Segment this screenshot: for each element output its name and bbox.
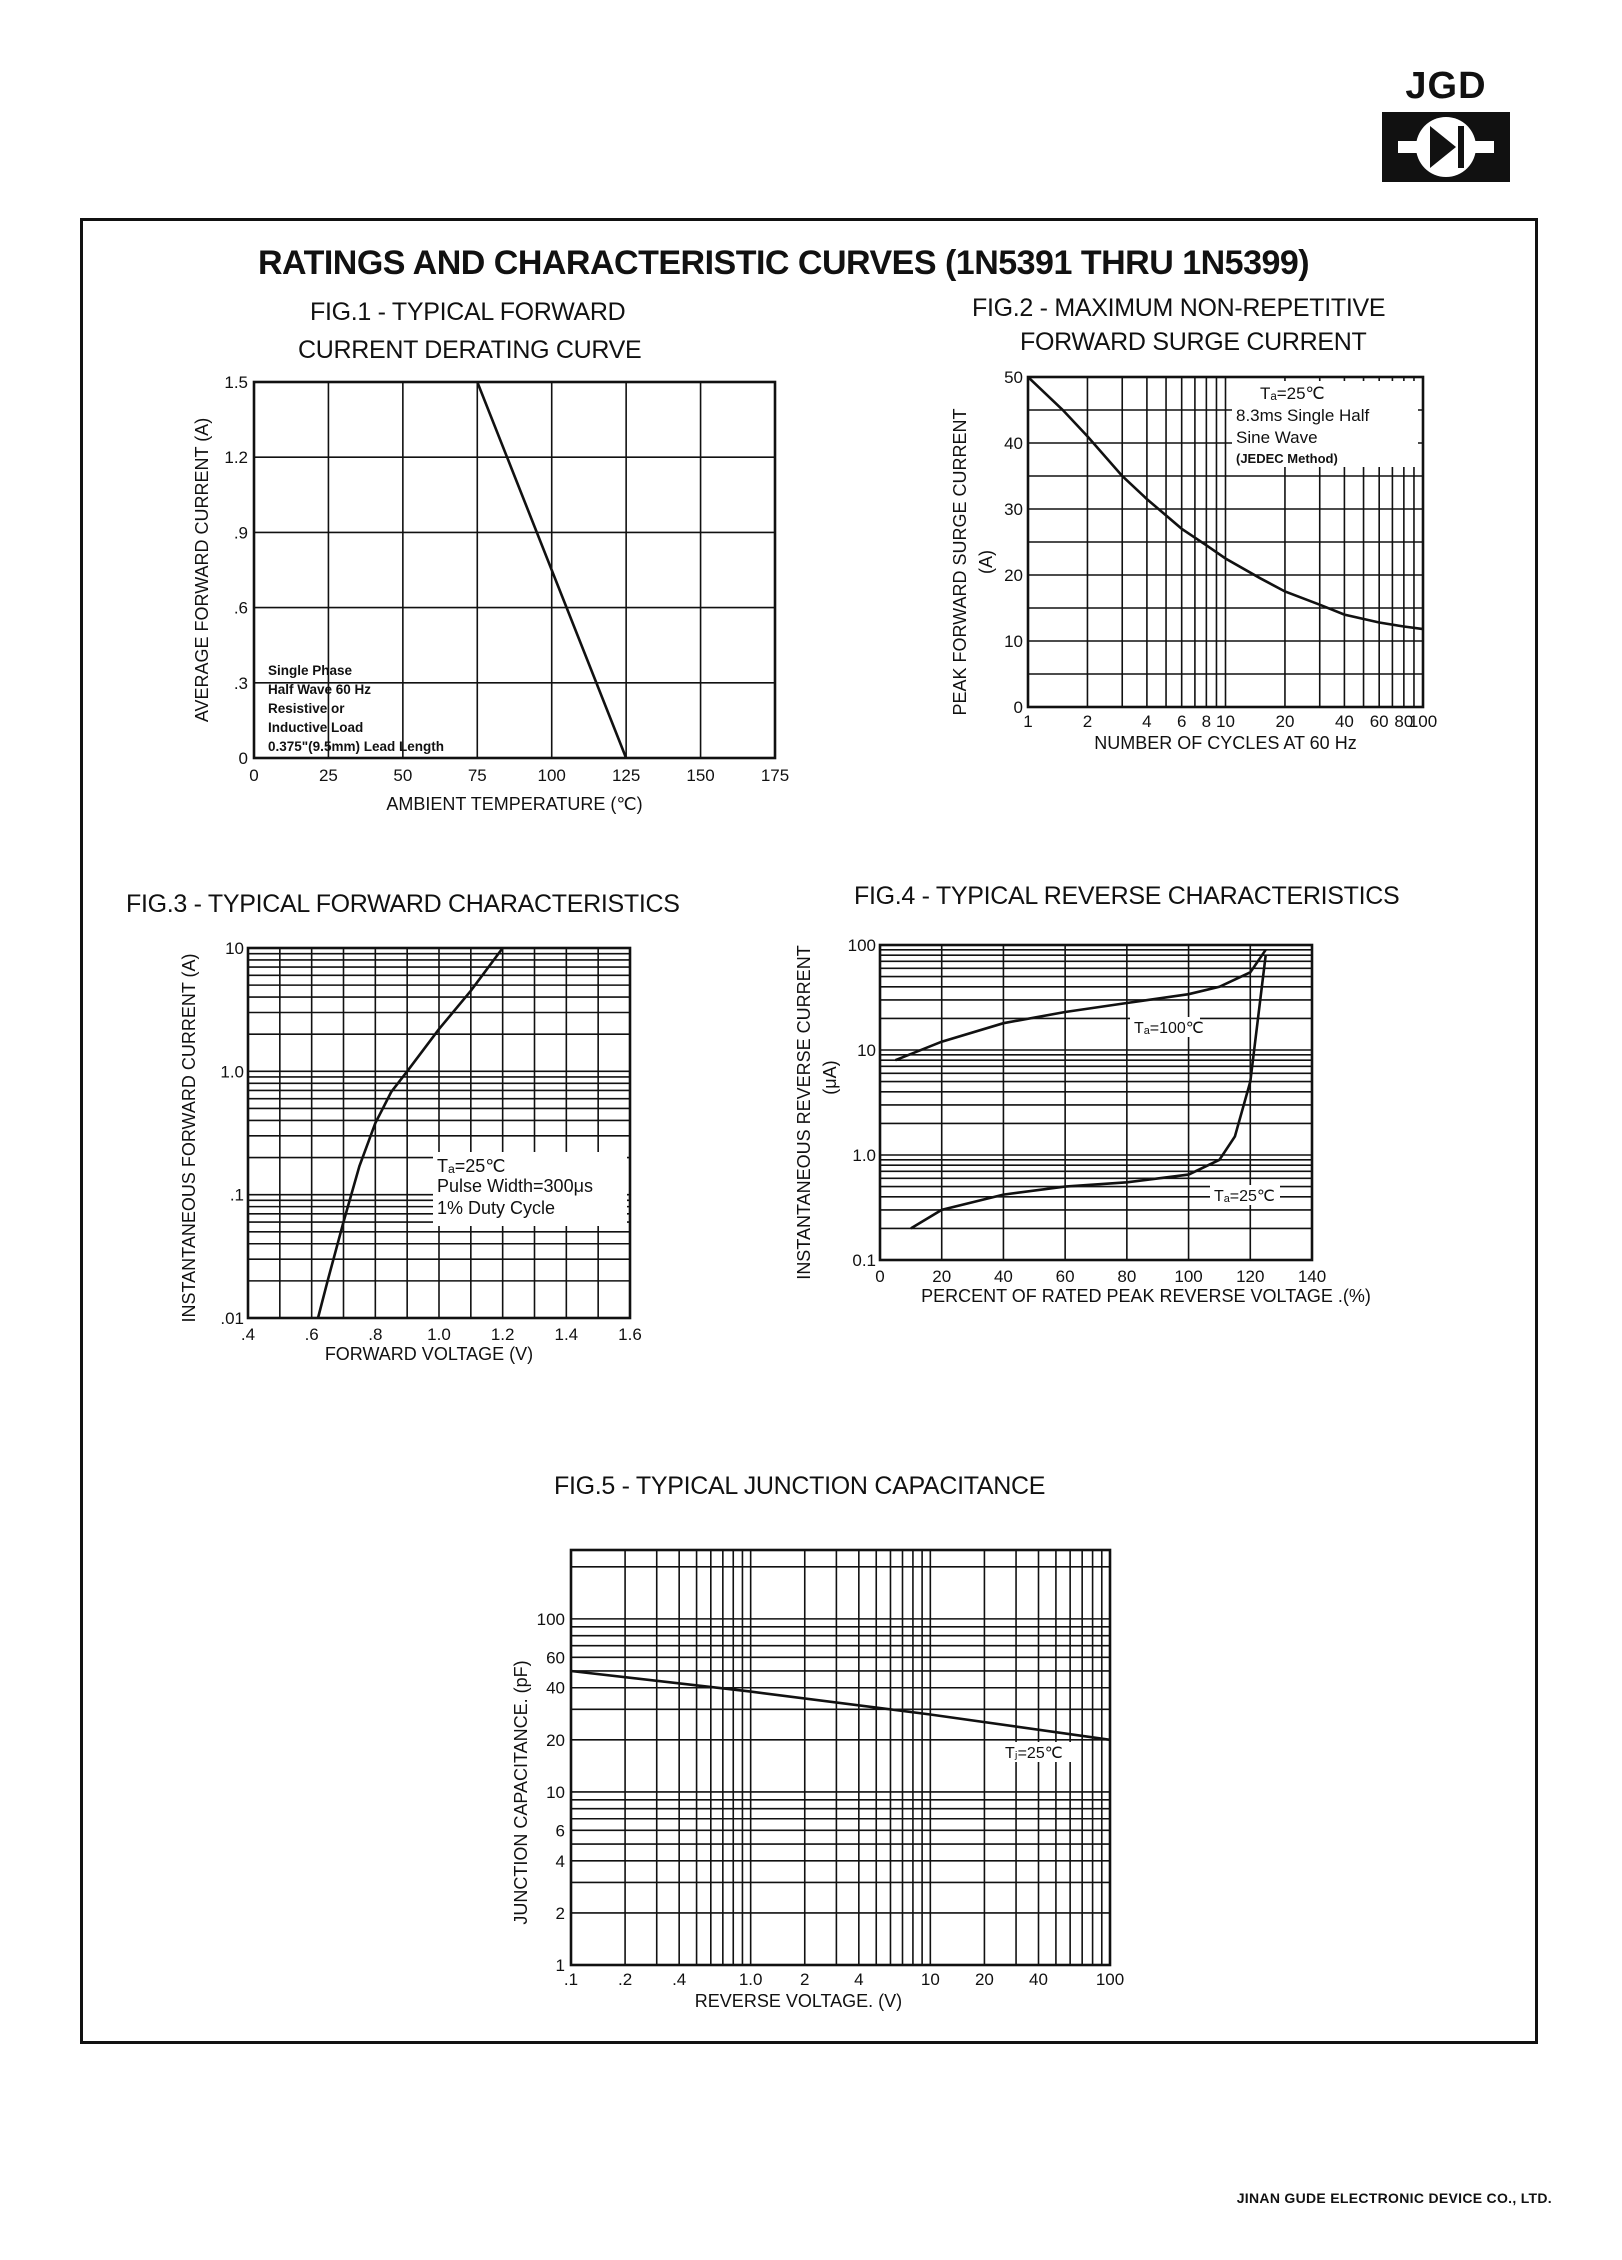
fig4-xtick-label: 80 <box>1117 1267 1137 1286</box>
fig4-title: FIG.4 - TYPICAL REVERSE CHARACTERISTICS <box>854 882 1400 910</box>
fig2-xlabel: NUMBER OF CYCLES AT 60 Hz <box>1094 733 1357 753</box>
fig3-annotation: Pulse Width=300μs <box>437 1176 593 1196</box>
fig3-title: FIG.3 - TYPICAL FORWARD CHARACTERISTICS <box>126 890 680 918</box>
fig2-xtick-label: 10 <box>1216 712 1235 731</box>
fig2-title-line1: FIG.2 - MAXIMUM NON-REPETITIVE <box>972 294 1386 322</box>
fig1-xtick-label: 0 <box>249 766 259 785</box>
fig2-xtick-label: 6 <box>1176 712 1187 731</box>
fig5-xtick-label: 20 <box>974 1970 994 1989</box>
fig4-frame <box>880 945 1312 1260</box>
logo-text: JGD <box>1405 65 1487 107</box>
fig5-title: FIG.5 - TYPICAL JUNCTION CAPACITANCE <box>554 1472 1046 1500</box>
fig2-ylabel: PEAK FORWARD SURGE CURRENT <box>950 408 970 716</box>
fig1-ytick-label: .3 <box>233 673 248 693</box>
fig2-annotation: (JEDEC Method) <box>1236 451 1338 466</box>
fig1-xtick-label: 100 <box>537 766 566 785</box>
fig4-xtick-label: 20 <box>932 1267 952 1286</box>
fig4-chart <box>790 915 1470 1335</box>
fig1-xtick-label: 50 <box>393 766 413 785</box>
fig4-xtick-label: 40 <box>993 1267 1013 1286</box>
fig1-ytick-label: 0 <box>238 749 248 768</box>
fig3-ytick-label: .01 <box>220 1309 244 1328</box>
fig5-xtick-label: 100 <box>1095 1970 1125 1989</box>
fig1-ytick-label: .9 <box>233 523 248 543</box>
fig5-ytick-label: 6 <box>555 1821 565 1841</box>
fig4-ylabel: INSTANTANEOUS REVERSE CURRENT <box>794 945 814 1280</box>
fig3-ytick-label: .1 <box>229 1185 244 1205</box>
fig1-xtick-label: 75 <box>467 766 487 785</box>
fig4-reverse-curve-100c <box>895 950 1265 1060</box>
diode-logo-icon <box>1378 66 1514 186</box>
fig4-xtick-label: 140 <box>1297 1267 1327 1286</box>
fig3-annotation: Tₐ=25℃ <box>437 1156 506 1176</box>
fig2-chart <box>940 355 1480 765</box>
fig4-xtick-label: 60 <box>1055 1267 1075 1286</box>
fig5-annotation: Tⱼ=25℃ <box>1005 1745 1063 1762</box>
fig4-xtick-label: 0 <box>875 1267 885 1286</box>
fig5-xtick-label: 10 <box>920 1970 940 1989</box>
fig1-annotation: Resistive or <box>268 701 345 716</box>
fig5-ytick-label: 1 <box>555 1956 565 1975</box>
fig5-ytick-label: 2 <box>555 1903 565 1923</box>
fig5-ytick-label: 20 <box>546 1730 565 1750</box>
fig1-ytick-label: 1.2 <box>224 448 248 468</box>
fig2-annotation: Tₐ=25℃ <box>1260 384 1325 403</box>
fig3-xtick-label: 1.2 <box>490 1325 515 1344</box>
fig2-xtick-label: 8 <box>1201 712 1212 731</box>
fig1-xtick-label: 125 <box>611 766 641 785</box>
fig1-ylabel: AVERAGE FORWARD CURRENT (A) <box>192 417 212 723</box>
fig2-xtick-label: 4 <box>1142 712 1152 731</box>
fig5-xtick-label: 2 <box>800 1970 810 1989</box>
fig2-ytick-label: 30 <box>1004 500 1023 519</box>
fig2-xtick-label: 60 <box>1369 712 1389 731</box>
fig5-ytick-label: 40 <box>546 1678 565 1698</box>
fig4-annotation-100c: Tₐ=100℃ <box>1134 1020 1204 1037</box>
fig2-xtick-label: 2 <box>1082 712 1093 731</box>
fig1-ytick-label: 1.5 <box>224 373 248 392</box>
fig5-xtick-label: .4 <box>672 1970 687 1989</box>
fig4-xtick-label: 120 <box>1236 1267 1265 1286</box>
fig2-ylabel-unit: (A) <box>976 550 996 574</box>
fig5-ylabel: JUNCTION CAPACITANCE. (pF) <box>511 1660 531 1925</box>
fig1-title-line2: CURRENT DERATING CURVE <box>298 336 642 364</box>
fig3-xtick-label: .4 <box>240 1325 256 1344</box>
fig1-annotation: Inductive Load <box>268 720 364 735</box>
fig3-xlabel: FORWARD VOLTAGE (V) <box>324 1344 534 1364</box>
fig4-ytick-label: 0.1 <box>852 1251 876 1270</box>
fig2-xtick-label: 40 <box>1334 712 1354 731</box>
fig4-ylabel-unit: (μA) <box>820 1060 840 1095</box>
fig1-annotation: Half Wave 60 Hz <box>268 682 372 697</box>
fig2-xtick-label: 80 <box>1394 712 1414 731</box>
fig1-xtick-label: 25 <box>318 766 338 785</box>
fig4-xlabel: PERCENT OF RATED PEAK REVERSE VOLTAGE .(%) <box>921 1286 1371 1306</box>
fig2-ytick-label: 0 <box>1013 698 1023 717</box>
fig2-annotation: Sine Wave <box>1236 428 1318 447</box>
fig3-xtick-label: .8 <box>368 1325 383 1344</box>
fig3-xtick-label: 1.6 <box>618 1325 642 1344</box>
fig5-chart <box>505 1530 1155 2030</box>
fig3-xtick-label: 1.4 <box>554 1325 579 1344</box>
fig2-ytick-label: 40 <box>1004 434 1023 453</box>
fig3-ytick-label: 10 <box>225 939 244 958</box>
fig5-xtick-label: 40 <box>1029 1970 1048 1989</box>
fig1-xlabel: AMBIENT TEMPERATURE (℃) <box>386 794 643 814</box>
fig1-chart <box>170 360 820 820</box>
fig5-xtick-label: .2 <box>617 1970 633 1989</box>
company-logo <box>1378 66 1514 186</box>
fig5-xlabel: REVERSE VOLTAGE. (V) <box>694 1991 903 2011</box>
fig1-annotation: 0.375"(9.5mm) Lead Length <box>268 739 444 754</box>
fig2-title-line2: FORWARD SURGE CURRENT <box>1020 328 1367 356</box>
fig3-xtick-label: .6 <box>304 1325 319 1344</box>
fig2-ytick-label: 10 <box>1004 632 1023 651</box>
fig1-xtick-label: 150 <box>686 766 715 785</box>
fig2-annotation: 8.3ms Single Half <box>1236 406 1370 425</box>
fig3-chart <box>175 920 675 1380</box>
fig4-annotation-25c: Tₐ=25℃ <box>1214 1188 1275 1205</box>
fig4-ytick-label: 10 <box>857 1041 876 1060</box>
fig5-ytick-label: 60 <box>546 1648 565 1668</box>
fig3-forward-curve <box>318 948 506 1318</box>
fig4-ytick-label: 1.0 <box>852 1146 876 1165</box>
fig3-annotation: 1% Duty Cycle <box>437 1198 556 1218</box>
fig4-ytick-label: 100 <box>847 936 876 955</box>
fig2-xtick-label: 100 <box>1408 712 1438 731</box>
fig1-title-line1: FIG.1 - TYPICAL FORWARD <box>310 298 626 326</box>
fig1-ytick-label: .6 <box>233 598 248 618</box>
fig3-ytick-label: 1.0 <box>220 1062 244 1082</box>
fig5-ytick-label: 4 <box>555 1851 565 1871</box>
fig5-ytick-label: 10 <box>546 1782 565 1802</box>
fig1-annotation: Single Phase <box>268 663 353 678</box>
fig2-xtick-label: 20 <box>1275 712 1295 731</box>
page-title: RATINGS AND CHARACTERISTIC CURVES (1N5391 THRU 1N5399) <box>258 244 1310 282</box>
company-footer: JINAN GUDE ELECTRONIC DEVICE CO., LTD. <box>1236 2190 1552 2206</box>
fig2-xtick-label: 1 <box>1023 712 1033 731</box>
fig5-xtick-label: 1.0 <box>738 1970 763 1989</box>
fig2-ytick-label: 20 <box>1004 566 1023 585</box>
fig5-xtick-label: .1 <box>563 1970 579 1989</box>
fig5-ytick-label: 100 <box>536 1609 565 1629</box>
fig3-xtick-label: 1.0 <box>427 1325 451 1344</box>
fig5-capacitance-curve <box>571 1671 1110 1740</box>
fig3-ylabel: INSTANTANEOUS FORWARD CURRENT (A) <box>179 953 199 1323</box>
fig1-xtick-label: 175 <box>760 766 790 785</box>
fig5-xtick-label: 4 <box>854 1970 864 1989</box>
fig4-xtick-label: 100 <box>1174 1267 1203 1286</box>
fig2-ytick-label: 50 <box>1004 368 1023 387</box>
